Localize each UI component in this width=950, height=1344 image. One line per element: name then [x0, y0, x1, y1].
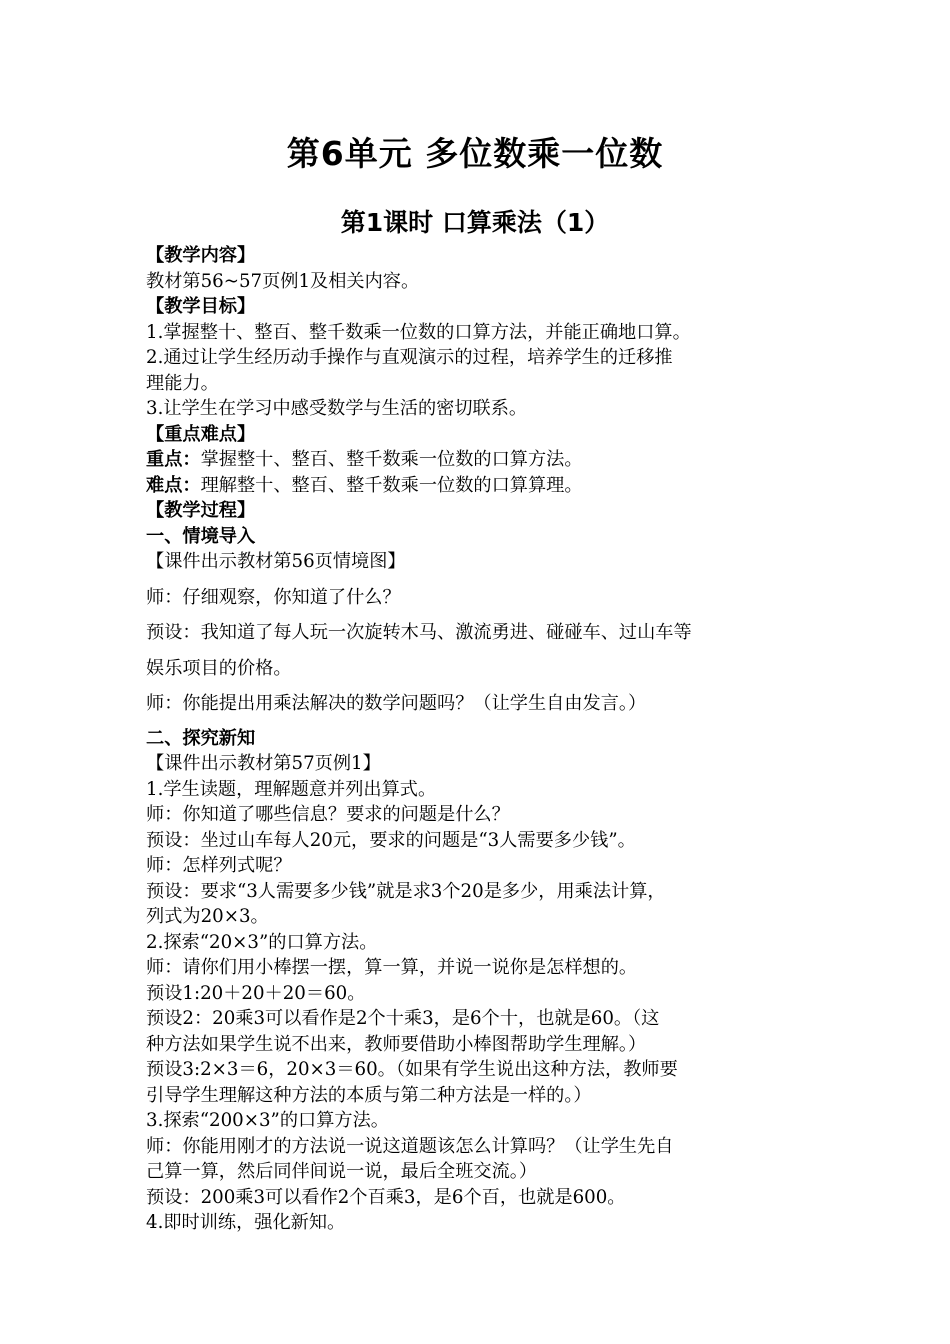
s1-line: 【课件出示教材第56页情境图】	[146, 551, 406, 572]
s2-line: 预设2：20乘3可以看作是2个十乘3，是6个十，也就是60。（这	[146, 1008, 660, 1029]
s2-line: 2.探索“20×3”的口算方法。	[146, 931, 378, 953]
unit-title: 第6单元 多位数乘一位数	[286, 134, 664, 173]
difficulty-text: 理解整十、整百、整千数乘一位数的口算算理。	[200, 474, 583, 496]
s2-line: 3.探索“200×3”的口算方法。	[146, 1110, 389, 1131]
s2-line: 师：你知道了哪些信息？要求的问题是什么？	[146, 804, 510, 825]
difficulty-label: 难点：	[146, 474, 201, 496]
section-2-heading: 二、探究新知	[146, 727, 256, 749]
s2-line: 引导学生理解这种方法的本质与第二种方法是一样的。）	[146, 1084, 592, 1106]
s1-line: 师：仔细观察，你知道了什么？	[146, 586, 401, 608]
s2-line: 预设：要求“3人需要多少钱”就是求3个20是多少，用乘法计算，	[146, 880, 666, 902]
goals-heading: 【教学目标】	[146, 296, 256, 317]
goal-2-line-2: 理能力。	[146, 372, 219, 394]
content-heading: 【教学内容】	[146, 245, 256, 266]
s1-line: 师：你能提出用乘法解决的数学问题吗？（让学生自由发言。）	[146, 693, 647, 714]
key-text: 掌握整十、整百、整千数乘一位数的口算方法。	[200, 449, 583, 470]
content-text: 教材第56~57页例1及相关内容。	[146, 270, 420, 292]
s2-line: 己算一算，然后同伴间说一说，最后全班交流。）	[146, 1161, 538, 1182]
s2-line: 【课件出示教材第57页例1】	[146, 753, 381, 774]
difficulty-point	[146, 473, 826, 499]
key-point	[146, 447, 826, 473]
key-label: 重点：	[146, 449, 201, 470]
s1-line: 娱乐项目的价格。	[146, 657, 292, 679]
s2-line: 种方法如果学生说不出来，教师要借助小棒图帮助学生理解。）	[146, 1033, 647, 1055]
goal-3: 3.让学生在学习中感受数学与生活的密切联系。	[146, 398, 528, 419]
goal-2-line-1: 2.通过让学生经历动手操作与直观演示的过程，培养学生的迁移推	[146, 347, 673, 368]
s2-line: 1.学生读题，理解题意并列出算式。	[146, 778, 437, 800]
document-body	[146, 243, 826, 1236]
lesson-title: 第1课时 口算乘法（1）	[340, 208, 610, 237]
section-1-heading: 一、情境导入	[146, 525, 256, 547]
s2-line: 4.即时训练，强化新知。	[146, 1212, 346, 1233]
process-heading: 【教学过程】	[146, 500, 256, 521]
s2-line: 预设1:20＋20＋20＝60。	[146, 982, 366, 1004]
s2-line: 师：请你们用小棒摆一摆，算一算，并说一说你是怎样想的。	[146, 957, 638, 978]
s2-line: 预设：坐过山车每人20元，要求的问题是“3人需要多少钱”。	[146, 829, 636, 851]
goal-1: 1.掌握整十、整百、整千数乘一位数的口算方法，并能正确地口算。	[146, 321, 691, 343]
s1-line: 预设：我知道了每人玩一次旋转木马、激流勇进、碰碰车、过山车等	[146, 622, 692, 643]
s2-line: 预设3:2×3＝6，20×3＝60。（如果有学生说出这种方法，教师要	[146, 1059, 678, 1080]
key-heading: 【重点难点】	[146, 423, 256, 445]
s2-line: 师：你能用刚才的方法说一说这道题该怎么计算吗？（让学生先自	[146, 1135, 674, 1157]
s2-line: 师：怎样列式呢？	[146, 855, 292, 876]
s2-line: 预设：200乘3可以看作2个百乘3，是6个百，也就是600。	[146, 1186, 626, 1208]
s2-line: 列式为20×3。	[146, 906, 269, 927]
